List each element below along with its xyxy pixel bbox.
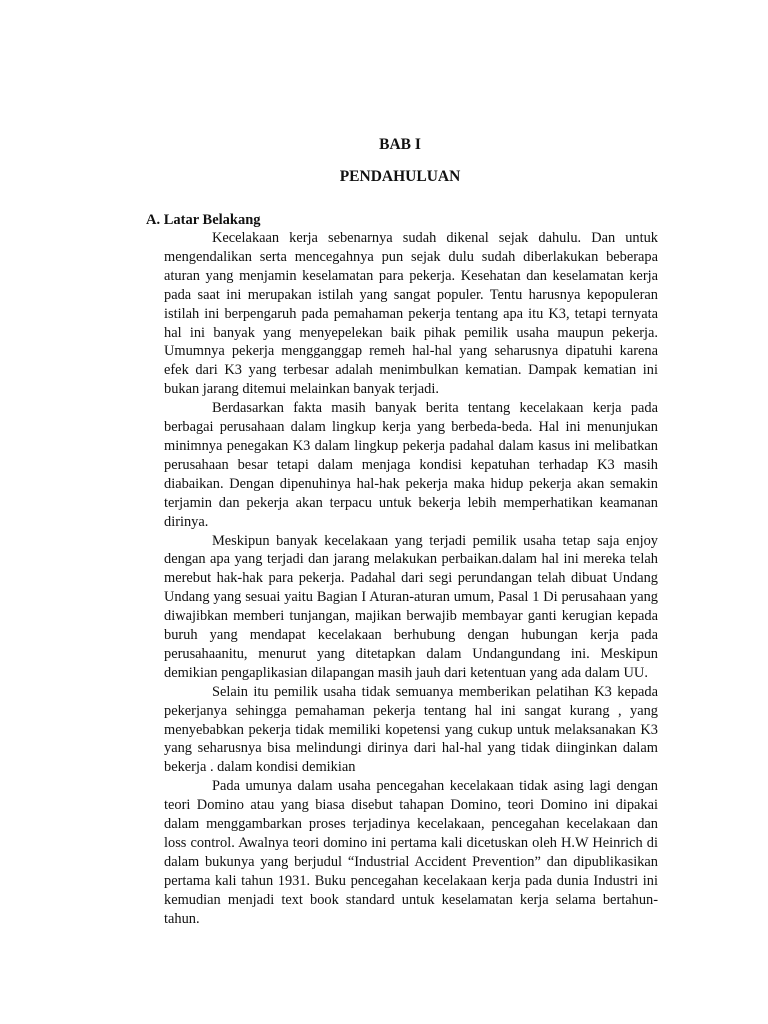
paragraph: Pada umunya dalam usaha pencegahan kecelakaan tidak asing lagi dengan teori Domino atau yang biasa disebut tahapan Domino, teori Domino ini dipakai dalam menggambarkan proses terjadinya kecelakaan, pencegahan kecelakaan dan loss control. Awalnya teori domino ini pertama kali dicetuskan oleh H.W Heinrich di dalam bukunya yang berjudul “Industrial Accident Prevention” dan dipublikasikan pertama kali tahun 1931. Buku pencegahan kecelakaan kerja pada dunia Industri ini kemudian menjadi text book standard untuk keselamatan kerja selama bertahun-tahun. <box>164 778 658 927</box>
paragraph: Selain itu pemilik usaha tidak semuanya memberikan pelatihan K3 kepada pekerjanya sehingga pemahaman pekerja tentang hal ini sangat kurang , yang menyebabkan pekerja tidak memiliki kopetensi yang cukup untuk melaksanakan K3 yang seharusnya bisa melindungi dirinya dari hal-hal yang tidak diinginkan dalam bekerja . dalam kondisi demikian <box>164 683 658 776</box>
paragraph: Meskipun banyak kecelakaan yang terjadi pemilik usaha tetap saja enjoy dengan apa yang terjadi dan jarang melakukan perbaikan.dalam hal ini mereka telah merebut hak-hak para pekerja. Padahal dari segi perundangan telah dibuat Undang Undang yang sesuai yaitu Bagian I Aturan-aturan umum, Pasal 1 Di perusahaan yang diwajibkan memberi tunjangan, majikan berwajib membayar ganti kerugian kepada buruh yang mendapat kecelakaan berhubung dengan hubungan kerja pada perusahaanitu, menurut yang ditetapkan dalam Undangundang ini. Meskipun demikian pengaplikasian dilapangan masih jauh dari ketentuan yang ada dalam UU. <box>164 532 658 681</box>
chapter-title: PENDAHULUAN <box>339 168 461 185</box>
paragraph: Berdasarkan fakta masih banyak berita tentang kecelakaan kerja pada berbagai perusahaan dalam lingkup kerja yang berbeda-beda. Hal ini menunjukan minimnya penegakan K3 dalam lingkup pekerja padahal dalam kasus ini melibatkan perusahaan besar tetapi dalam menjaga kondisi kepatuhan terhadap K3 masih diabaikan. Dengan dipenuhinya hal-hak pekerja maka hidup pekerja akan semakin terjamin dan pekerja akan terpacu untuk bekerja lebih memperhatikan keamanan dirinya. <box>164 400 658 530</box>
paragraph: Kecelakaan kerja sebenarnya sudah dikenal sejak dahulu. Dan untuk mengendalikan serta mencegahnya pun sejak dulu sudah diberlakukan beberapa aturan yang menjamin keselamatan para pekerja. Kesehatan dan keselamatan kerja pada saat ini merupakan istilah yang sangat populer. Tentu harusnya kepopuleran istilah ini berpengaruh pada pemahaman pekerja tentang apa itu K3, tetapi ternyata hal ini banyak yang menyepelekan baik pihak pemilik usaha maupun pekerja. Umumnya pekerja mengganggap remeh hal-hal yang seharusnya dipatuhi karena efek dari K3 yang terbesar adalah menimbulkan kematian. Dampak kematian ini bukan jarang ditemui melainkan banyak terjadi. <box>164 230 658 398</box>
section-heading: A. Latar Belakang <box>146 212 261 228</box>
body-text <box>164 229 658 929</box>
chapter-label: BAB I <box>379 136 421 153</box>
